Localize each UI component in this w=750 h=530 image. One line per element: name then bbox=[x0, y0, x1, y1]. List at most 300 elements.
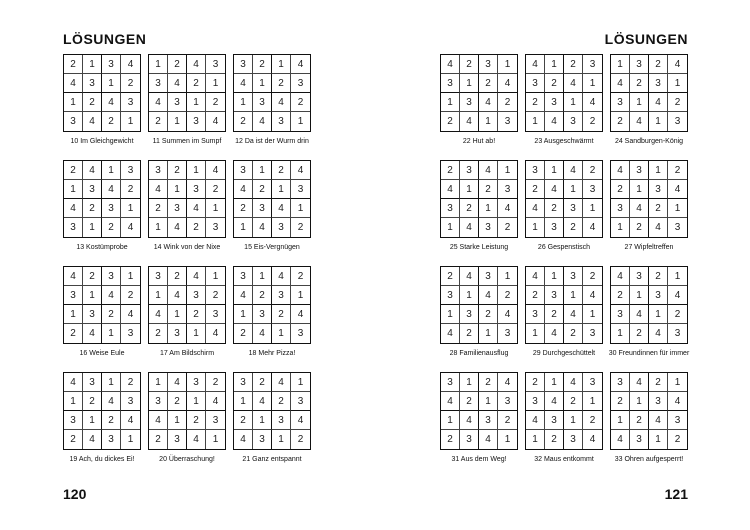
sudoku-cell: 2 bbox=[479, 305, 498, 324]
sudoku-solution bbox=[440, 372, 518, 478]
sudoku-cell: 3 bbox=[187, 286, 206, 305]
sudoku-cell: 1 bbox=[168, 305, 187, 324]
sudoku-cell: 1 bbox=[102, 161, 121, 180]
sudoku-cell: 1 bbox=[583, 305, 602, 324]
sudoku-cell: 1 bbox=[102, 74, 121, 93]
sudoku-cell: 3 bbox=[206, 411, 225, 430]
sudoku-cell: 3 bbox=[234, 161, 253, 180]
sudoku-cell: 3 bbox=[291, 180, 310, 199]
sudoku-cell: 1 bbox=[668, 267, 687, 286]
sudoku-cell: 4 bbox=[564, 161, 583, 180]
sudoku-board bbox=[148, 54, 226, 132]
sudoku-cell: 2 bbox=[272, 305, 291, 324]
sudoku-cell: 4 bbox=[589, 222, 596, 233]
sudoku-cell: 4 bbox=[149, 305, 168, 324]
sudoku-solution bbox=[440, 54, 518, 160]
sudoku-cell: 4 bbox=[206, 161, 225, 180]
sudoku-board bbox=[525, 54, 603, 132]
sudoku-cell: 3 bbox=[121, 93, 140, 112]
sudoku-cell: 3 bbox=[149, 74, 168, 93]
sudoku-cell: 1 bbox=[297, 116, 304, 127]
sudoku-solution bbox=[525, 160, 603, 266]
sudoku-board bbox=[525, 372, 603, 450]
sudoku-cell: 1 bbox=[272, 55, 291, 74]
page-number: 120 bbox=[63, 486, 87, 502]
sudoku-cell: 1 bbox=[545, 55, 564, 74]
sudoku-cell: 2 bbox=[498, 93, 517, 112]
sudoku-cell: 4 bbox=[611, 161, 630, 180]
sudoku-cell: 1 bbox=[564, 93, 583, 112]
sudoku-cell: 4 bbox=[64, 199, 83, 218]
sudoku-cell: 3 bbox=[564, 199, 583, 218]
sudoku-board bbox=[440, 266, 518, 344]
sudoku-cell: 2 bbox=[297, 222, 304, 233]
sudoku-cell: 2 bbox=[545, 74, 564, 93]
puzzle-caption: 26 Gespenstisch bbox=[537, 244, 591, 251]
sudoku-cell: 1 bbox=[498, 267, 517, 286]
sudoku-board bbox=[440, 160, 518, 238]
sudoku-board bbox=[63, 372, 141, 450]
sudoku-cell: 1 bbox=[187, 392, 206, 411]
sudoku-cell: 1 bbox=[611, 324, 630, 343]
sudoku-cell: 1 bbox=[611, 411, 630, 430]
sudoku-cell: 2 bbox=[630, 324, 649, 343]
sudoku-cell: 4 bbox=[187, 430, 206, 449]
sudoku-board bbox=[610, 372, 688, 450]
sudoku-cell: 2 bbox=[187, 74, 206, 93]
sudoku-cell: 3 bbox=[545, 218, 564, 237]
sudoku-cell: 3 bbox=[630, 161, 649, 180]
sudoku-cell: 2 bbox=[649, 267, 668, 286]
puzzle-caption: 18 Mehr Pizza! bbox=[248, 350, 296, 357]
sudoku-cell: 3 bbox=[545, 411, 564, 430]
sudoku-cell: 3 bbox=[441, 286, 460, 305]
sudoku-cell: 1 bbox=[272, 180, 291, 199]
sudoku-cell: 3 bbox=[498, 392, 517, 411]
sudoku-cell: 3 bbox=[291, 392, 310, 411]
sudoku-cell: 1 bbox=[234, 392, 253, 411]
sudoku-cell: 4 bbox=[479, 93, 498, 112]
sudoku-cell: 4 bbox=[272, 267, 291, 286]
sudoku-cell: 4 bbox=[212, 116, 219, 127]
sudoku-cell: 3 bbox=[564, 112, 583, 131]
sudoku-cell: 2 bbox=[149, 199, 168, 218]
sudoku-board bbox=[233, 266, 311, 344]
sudoku-cell: 2 bbox=[64, 55, 83, 74]
sudoku-cell: 1 bbox=[668, 74, 687, 93]
sudoku-cell: 2 bbox=[460, 392, 479, 411]
sudoku-cell: 1 bbox=[168, 112, 187, 131]
puzzle-caption: 11 Summen im Sumpf bbox=[152, 138, 222, 145]
sudoku-cell: 2 bbox=[253, 286, 272, 305]
sudoku-solution bbox=[440, 160, 518, 266]
sudoku-cell: 1 bbox=[504, 434, 511, 445]
sudoku-cell: 2 bbox=[168, 392, 187, 411]
sudoku-cell: 2 bbox=[526, 286, 545, 305]
sudoku-cell: 4 bbox=[121, 411, 140, 430]
sudoku-cell: 2 bbox=[206, 180, 225, 199]
sudoku-cell: 1 bbox=[83, 55, 102, 74]
sudoku-cell: 4 bbox=[234, 180, 253, 199]
puzzle-caption: 29 Durchgeschüttelt bbox=[532, 350, 596, 357]
sudoku-cell: 1 bbox=[479, 324, 498, 343]
sudoku-cell: 1 bbox=[187, 324, 206, 343]
sudoku-cell: 3 bbox=[253, 199, 272, 218]
sudoku-cell: 4 bbox=[272, 199, 291, 218]
sudoku-cell: 4 bbox=[630, 199, 649, 218]
sudoku-cell: 4 bbox=[564, 373, 583, 392]
sudoku-cell: 1 bbox=[545, 267, 564, 286]
right-page bbox=[375, 0, 750, 530]
sudoku-cell: 3 bbox=[206, 55, 225, 74]
sudoku-cell: 1 bbox=[630, 93, 649, 112]
sudoku-cell: 3 bbox=[479, 411, 498, 430]
sudoku-cell: 1 bbox=[583, 392, 602, 411]
sudoku-cell: 1 bbox=[206, 267, 225, 286]
sudoku-cell: 3 bbox=[206, 305, 225, 324]
sudoku-cell: 4 bbox=[168, 218, 187, 237]
sudoku-board bbox=[610, 160, 688, 238]
sudoku-cell: 3 bbox=[83, 373, 102, 392]
sudoku-cell: 3 bbox=[253, 305, 272, 324]
sudoku-cell: 3 bbox=[291, 74, 310, 93]
sudoku-board bbox=[63, 266, 141, 344]
sudoku-cell: 1 bbox=[649, 305, 668, 324]
puzzle-caption: 19 Ach, du dickes Ei! bbox=[69, 456, 135, 463]
sudoku-cell: 1 bbox=[64, 93, 83, 112]
sudoku-cell: 3 bbox=[121, 392, 140, 411]
sudoku-solution bbox=[525, 266, 603, 372]
sudoku-cell: 3 bbox=[526, 305, 545, 324]
sudoku-cell: 3 bbox=[611, 93, 630, 112]
sudoku-cell: 4 bbox=[168, 373, 187, 392]
sudoku-cell: 1 bbox=[498, 55, 517, 74]
sudoku-cell: 4 bbox=[668, 180, 687, 199]
sudoku-cell: 1 bbox=[441, 411, 460, 430]
sudoku-cell: 1 bbox=[127, 116, 134, 127]
sudoku-cell: 3 bbox=[611, 373, 630, 392]
sudoku-cell: 4 bbox=[234, 74, 253, 93]
sudoku-cell: 4 bbox=[291, 55, 310, 74]
sudoku-cell: 1 bbox=[64, 180, 83, 199]
sudoku-cell: 3 bbox=[649, 180, 668, 199]
sudoku-cell: 2 bbox=[630, 411, 649, 430]
sudoku-cell: 3 bbox=[668, 411, 687, 430]
sudoku-cell: 3 bbox=[64, 112, 83, 131]
sudoku-solution bbox=[233, 54, 311, 160]
sudoku-cell: 1 bbox=[83, 286, 102, 305]
sudoku-cell: 2 bbox=[121, 286, 140, 305]
sudoku-cell: 3 bbox=[149, 267, 168, 286]
sudoku-cell: 3 bbox=[168, 430, 187, 449]
sudoku-cell: 4 bbox=[168, 74, 187, 93]
sudoku-cell: 4 bbox=[460, 267, 479, 286]
sudoku-cell: 3 bbox=[149, 161, 168, 180]
sudoku-cell: 2 bbox=[149, 112, 168, 131]
sudoku-cell: 2 bbox=[187, 305, 206, 324]
puzzle-grid-area bbox=[440, 54, 688, 478]
sudoku-cell: 3 bbox=[272, 411, 291, 430]
sudoku-cell: 2 bbox=[272, 161, 291, 180]
sudoku-cell: 3 bbox=[460, 93, 479, 112]
sudoku-cell: 2 bbox=[479, 373, 498, 392]
sudoku-cell: 3 bbox=[253, 430, 272, 449]
sudoku-cell: 4 bbox=[253, 112, 272, 131]
sudoku-cell: 2 bbox=[611, 286, 630, 305]
sudoku-cell: 1 bbox=[611, 218, 630, 237]
sudoku-cell: 1 bbox=[460, 74, 479, 93]
sudoku-cell: 2 bbox=[611, 180, 630, 199]
sudoku-cell: 1 bbox=[291, 199, 310, 218]
puzzle-caption: 12 Da ist der Wurm drin bbox=[235, 138, 309, 145]
sudoku-cell: 3 bbox=[168, 324, 187, 343]
sudoku-cell: 1 bbox=[479, 392, 498, 411]
sudoku-cell: 4 bbox=[206, 392, 225, 411]
sudoku-cell: 2 bbox=[668, 161, 687, 180]
sudoku-cell: 3 bbox=[611, 305, 630, 324]
sudoku-cell: 3 bbox=[64, 286, 83, 305]
sudoku-cell: 2 bbox=[564, 218, 583, 237]
sudoku-solution bbox=[63, 266, 141, 372]
sudoku-cell: 2 bbox=[149, 324, 168, 343]
sudoku-cell: 4 bbox=[102, 180, 121, 199]
sudoku-cell: 2 bbox=[583, 161, 602, 180]
sudoku-cell: 4 bbox=[611, 267, 630, 286]
sudoku-cell: 2 bbox=[253, 180, 272, 199]
sudoku-cell: 2 bbox=[649, 199, 668, 218]
sudoku-cell: 4 bbox=[668, 286, 687, 305]
sudoku-cell: 4 bbox=[64, 373, 83, 392]
sudoku-solution bbox=[63, 54, 141, 160]
sudoku-cell: 2 bbox=[498, 286, 517, 305]
sudoku-cell: 4 bbox=[630, 373, 649, 392]
sudoku-cell: 3 bbox=[583, 55, 602, 74]
sudoku-cell: 4 bbox=[611, 430, 630, 449]
sudoku-cell: 3 bbox=[297, 328, 304, 339]
sudoku-cell: 1 bbox=[460, 373, 479, 392]
sudoku-cell: 3 bbox=[168, 93, 187, 112]
sudoku-cell: 1 bbox=[83, 411, 102, 430]
sudoku-cell: 2 bbox=[630, 218, 649, 237]
sudoku-cell: 3 bbox=[674, 328, 681, 339]
sudoku-cell: 3 bbox=[234, 267, 253, 286]
sudoku-cell: 4 bbox=[149, 411, 168, 430]
sudoku-cell: 4 bbox=[460, 411, 479, 430]
sudoku-cell: 1 bbox=[460, 286, 479, 305]
sudoku-cell: 1 bbox=[149, 218, 168, 237]
sudoku-cell: 4 bbox=[479, 430, 498, 449]
sudoku-cell: 4 bbox=[441, 55, 460, 74]
sudoku-cell: 1 bbox=[630, 286, 649, 305]
sudoku-cell: 2 bbox=[441, 161, 460, 180]
sudoku-cell: 2 bbox=[253, 55, 272, 74]
sudoku-cell: 1 bbox=[526, 324, 545, 343]
sudoku-cell: 4 bbox=[583, 286, 602, 305]
sudoku-cell: 3 bbox=[102, 430, 121, 449]
sudoku-cell: 3 bbox=[526, 161, 545, 180]
sudoku-cell: 2 bbox=[479, 180, 498, 199]
sudoku-cell: 1 bbox=[441, 93, 460, 112]
sudoku-cell: 3 bbox=[83, 74, 102, 93]
sudoku-cell: 4 bbox=[649, 324, 668, 343]
sudoku-cell: 1 bbox=[668, 373, 687, 392]
sudoku-cell: 4 bbox=[291, 161, 310, 180]
sudoku-cell: 1 bbox=[253, 267, 272, 286]
puzzle-caption: 15 Eis-Vergnügen bbox=[244, 244, 300, 251]
puzzle-caption: 25 Starke Leistung bbox=[449, 244, 509, 251]
sudoku-cell: 1 bbox=[583, 74, 602, 93]
puzzle-caption: 10 Im Gleichgewicht bbox=[70, 138, 134, 145]
sudoku-solution bbox=[610, 160, 688, 266]
sudoku-solution bbox=[233, 266, 311, 372]
sudoku-cell: 3 bbox=[630, 55, 649, 74]
sudoku-cell: 2 bbox=[668, 305, 687, 324]
sudoku-cell: 3 bbox=[460, 161, 479, 180]
sudoku-cell: 2 bbox=[168, 55, 187, 74]
puzzle-caption: 13 Kostümprobe bbox=[76, 244, 128, 251]
sudoku-cell: 1 bbox=[583, 199, 602, 218]
sudoku-cell: 4 bbox=[545, 180, 564, 199]
sudoku-cell: 3 bbox=[564, 430, 583, 449]
sudoku-cell: 2 bbox=[441, 267, 460, 286]
sudoku-cell: 3 bbox=[611, 199, 630, 218]
sudoku-cell: 4 bbox=[291, 305, 310, 324]
sudoku-cell: 4 bbox=[253, 218, 272, 237]
sudoku-cell: 2 bbox=[630, 74, 649, 93]
sudoku-cell: 4 bbox=[630, 112, 649, 131]
sudoku-cell: 4 bbox=[460, 218, 479, 237]
sudoku-cell: 1 bbox=[187, 93, 206, 112]
sudoku-cell: 3 bbox=[64, 218, 83, 237]
sudoku-cell: 2 bbox=[168, 161, 187, 180]
sudoku-board bbox=[63, 160, 141, 238]
sudoku-cell: 2 bbox=[83, 392, 102, 411]
sudoku-cell: 4 bbox=[441, 180, 460, 199]
sudoku-cell: 3 bbox=[545, 286, 564, 305]
sudoku-cell: 1 bbox=[234, 218, 253, 237]
sudoku-cell: 1 bbox=[64, 305, 83, 324]
sudoku-solution bbox=[148, 54, 226, 160]
sudoku-cell: 4 bbox=[83, 430, 102, 449]
sudoku-cell: 1 bbox=[611, 55, 630, 74]
sudoku-cell: 3 bbox=[564, 267, 583, 286]
sudoku-cell: 2 bbox=[589, 116, 596, 127]
sudoku-cell: 1 bbox=[649, 430, 668, 449]
sudoku-cell: 3 bbox=[498, 180, 517, 199]
sudoku-cell: 1 bbox=[102, 324, 121, 343]
sudoku-cell: 1 bbox=[212, 434, 219, 445]
sudoku-cell: 3 bbox=[460, 430, 479, 449]
sudoku-cell: 4 bbox=[121, 305, 140, 324]
sudoku-cell: 2 bbox=[441, 430, 460, 449]
sudoku-cell: 1 bbox=[668, 199, 687, 218]
puzzle-caption: 24 Sandburgen-König bbox=[614, 138, 684, 145]
sudoku-board bbox=[148, 372, 226, 450]
sudoku-cell: 2 bbox=[441, 112, 460, 131]
sudoku-cell: 2 bbox=[545, 305, 564, 324]
sudoku-cell: 2 bbox=[168, 267, 187, 286]
sudoku-cell: 1 bbox=[649, 161, 668, 180]
sudoku-board bbox=[148, 160, 226, 238]
sudoku-cell: 3 bbox=[526, 392, 545, 411]
sudoku-cell: 2 bbox=[234, 112, 253, 131]
sudoku-solution bbox=[233, 372, 311, 478]
sudoku-cell: 3 bbox=[83, 180, 102, 199]
sudoku-cell: 1 bbox=[272, 430, 291, 449]
sudoku-cell: 4 bbox=[545, 392, 564, 411]
sudoku-solution bbox=[610, 54, 688, 160]
puzzle-caption: 33 Ohren aufgesperrt! bbox=[614, 456, 684, 463]
sudoku-cell: 1 bbox=[479, 112, 498, 131]
sudoku-cell: 4 bbox=[545, 324, 564, 343]
sudoku-cell: 1 bbox=[121, 267, 140, 286]
puzzle-caption: 23 Ausgeschwärmt bbox=[534, 138, 594, 145]
sudoku-cell: 4 bbox=[234, 430, 253, 449]
sudoku-cell: 4 bbox=[253, 392, 272, 411]
sudoku-cell: 1 bbox=[526, 112, 545, 131]
sudoku-cell: 2 bbox=[611, 112, 630, 131]
sudoku-cell: 2 bbox=[83, 267, 102, 286]
sudoku-cell: 2 bbox=[121, 74, 140, 93]
sudoku-solution bbox=[233, 160, 311, 266]
sudoku-cell: 2 bbox=[583, 267, 602, 286]
sudoku-cell: 3 bbox=[253, 93, 272, 112]
page-heading: LÖSUNGEN bbox=[604, 31, 688, 47]
sudoku-board bbox=[610, 266, 688, 344]
sudoku-cell: 4 bbox=[668, 392, 687, 411]
sudoku-solution bbox=[440, 266, 518, 372]
sudoku-cell: 4 bbox=[272, 93, 291, 112]
sudoku-cell: 4 bbox=[253, 324, 272, 343]
sudoku-cell: 2 bbox=[121, 373, 140, 392]
puzzle-caption: 14 Wink von der Nixe bbox=[153, 244, 221, 251]
sudoku-cell: 3 bbox=[649, 392, 668, 411]
sudoku-cell: 1 bbox=[253, 74, 272, 93]
sudoku-cell: 2 bbox=[498, 411, 517, 430]
sudoku-cell: 4 bbox=[127, 222, 134, 233]
sudoku-cell: 2 bbox=[460, 55, 479, 74]
sudoku-board bbox=[233, 160, 311, 238]
sudoku-solution bbox=[148, 266, 226, 372]
sudoku-cell: 3 bbox=[589, 328, 596, 339]
sudoku-solution bbox=[63, 372, 141, 478]
sudoku-cell: 2 bbox=[187, 218, 206, 237]
sudoku-cell: 2 bbox=[460, 324, 479, 343]
sudoku-cell: 4 bbox=[545, 112, 564, 131]
sudoku-cell: 4 bbox=[583, 93, 602, 112]
sudoku-cell: 2 bbox=[253, 373, 272, 392]
puzzle-caption: 21 Ganz entspannt bbox=[242, 456, 302, 463]
sudoku-cell: 2 bbox=[526, 373, 545, 392]
page-number: 121 bbox=[664, 486, 688, 502]
sudoku-solution bbox=[148, 160, 226, 266]
sudoku-cell: 4 bbox=[649, 218, 668, 237]
sudoku-cell: 1 bbox=[272, 324, 291, 343]
sudoku-cell: 4 bbox=[630, 305, 649, 324]
sudoku-cell: 2 bbox=[234, 199, 253, 218]
sudoku-cell: 4 bbox=[83, 112, 102, 131]
puzzle-grid-area bbox=[63, 54, 311, 478]
sudoku-cell: 4 bbox=[498, 373, 517, 392]
sudoku-cell: 4 bbox=[121, 55, 140, 74]
sudoku-cell: 1 bbox=[206, 199, 225, 218]
sudoku-cell: 2 bbox=[668, 93, 687, 112]
sudoku-cell: 4 bbox=[498, 74, 517, 93]
sudoku-solution bbox=[610, 266, 688, 372]
sudoku-cell: 1 bbox=[479, 199, 498, 218]
sudoku-cell: 3 bbox=[526, 74, 545, 93]
sudoku-board bbox=[440, 54, 518, 132]
